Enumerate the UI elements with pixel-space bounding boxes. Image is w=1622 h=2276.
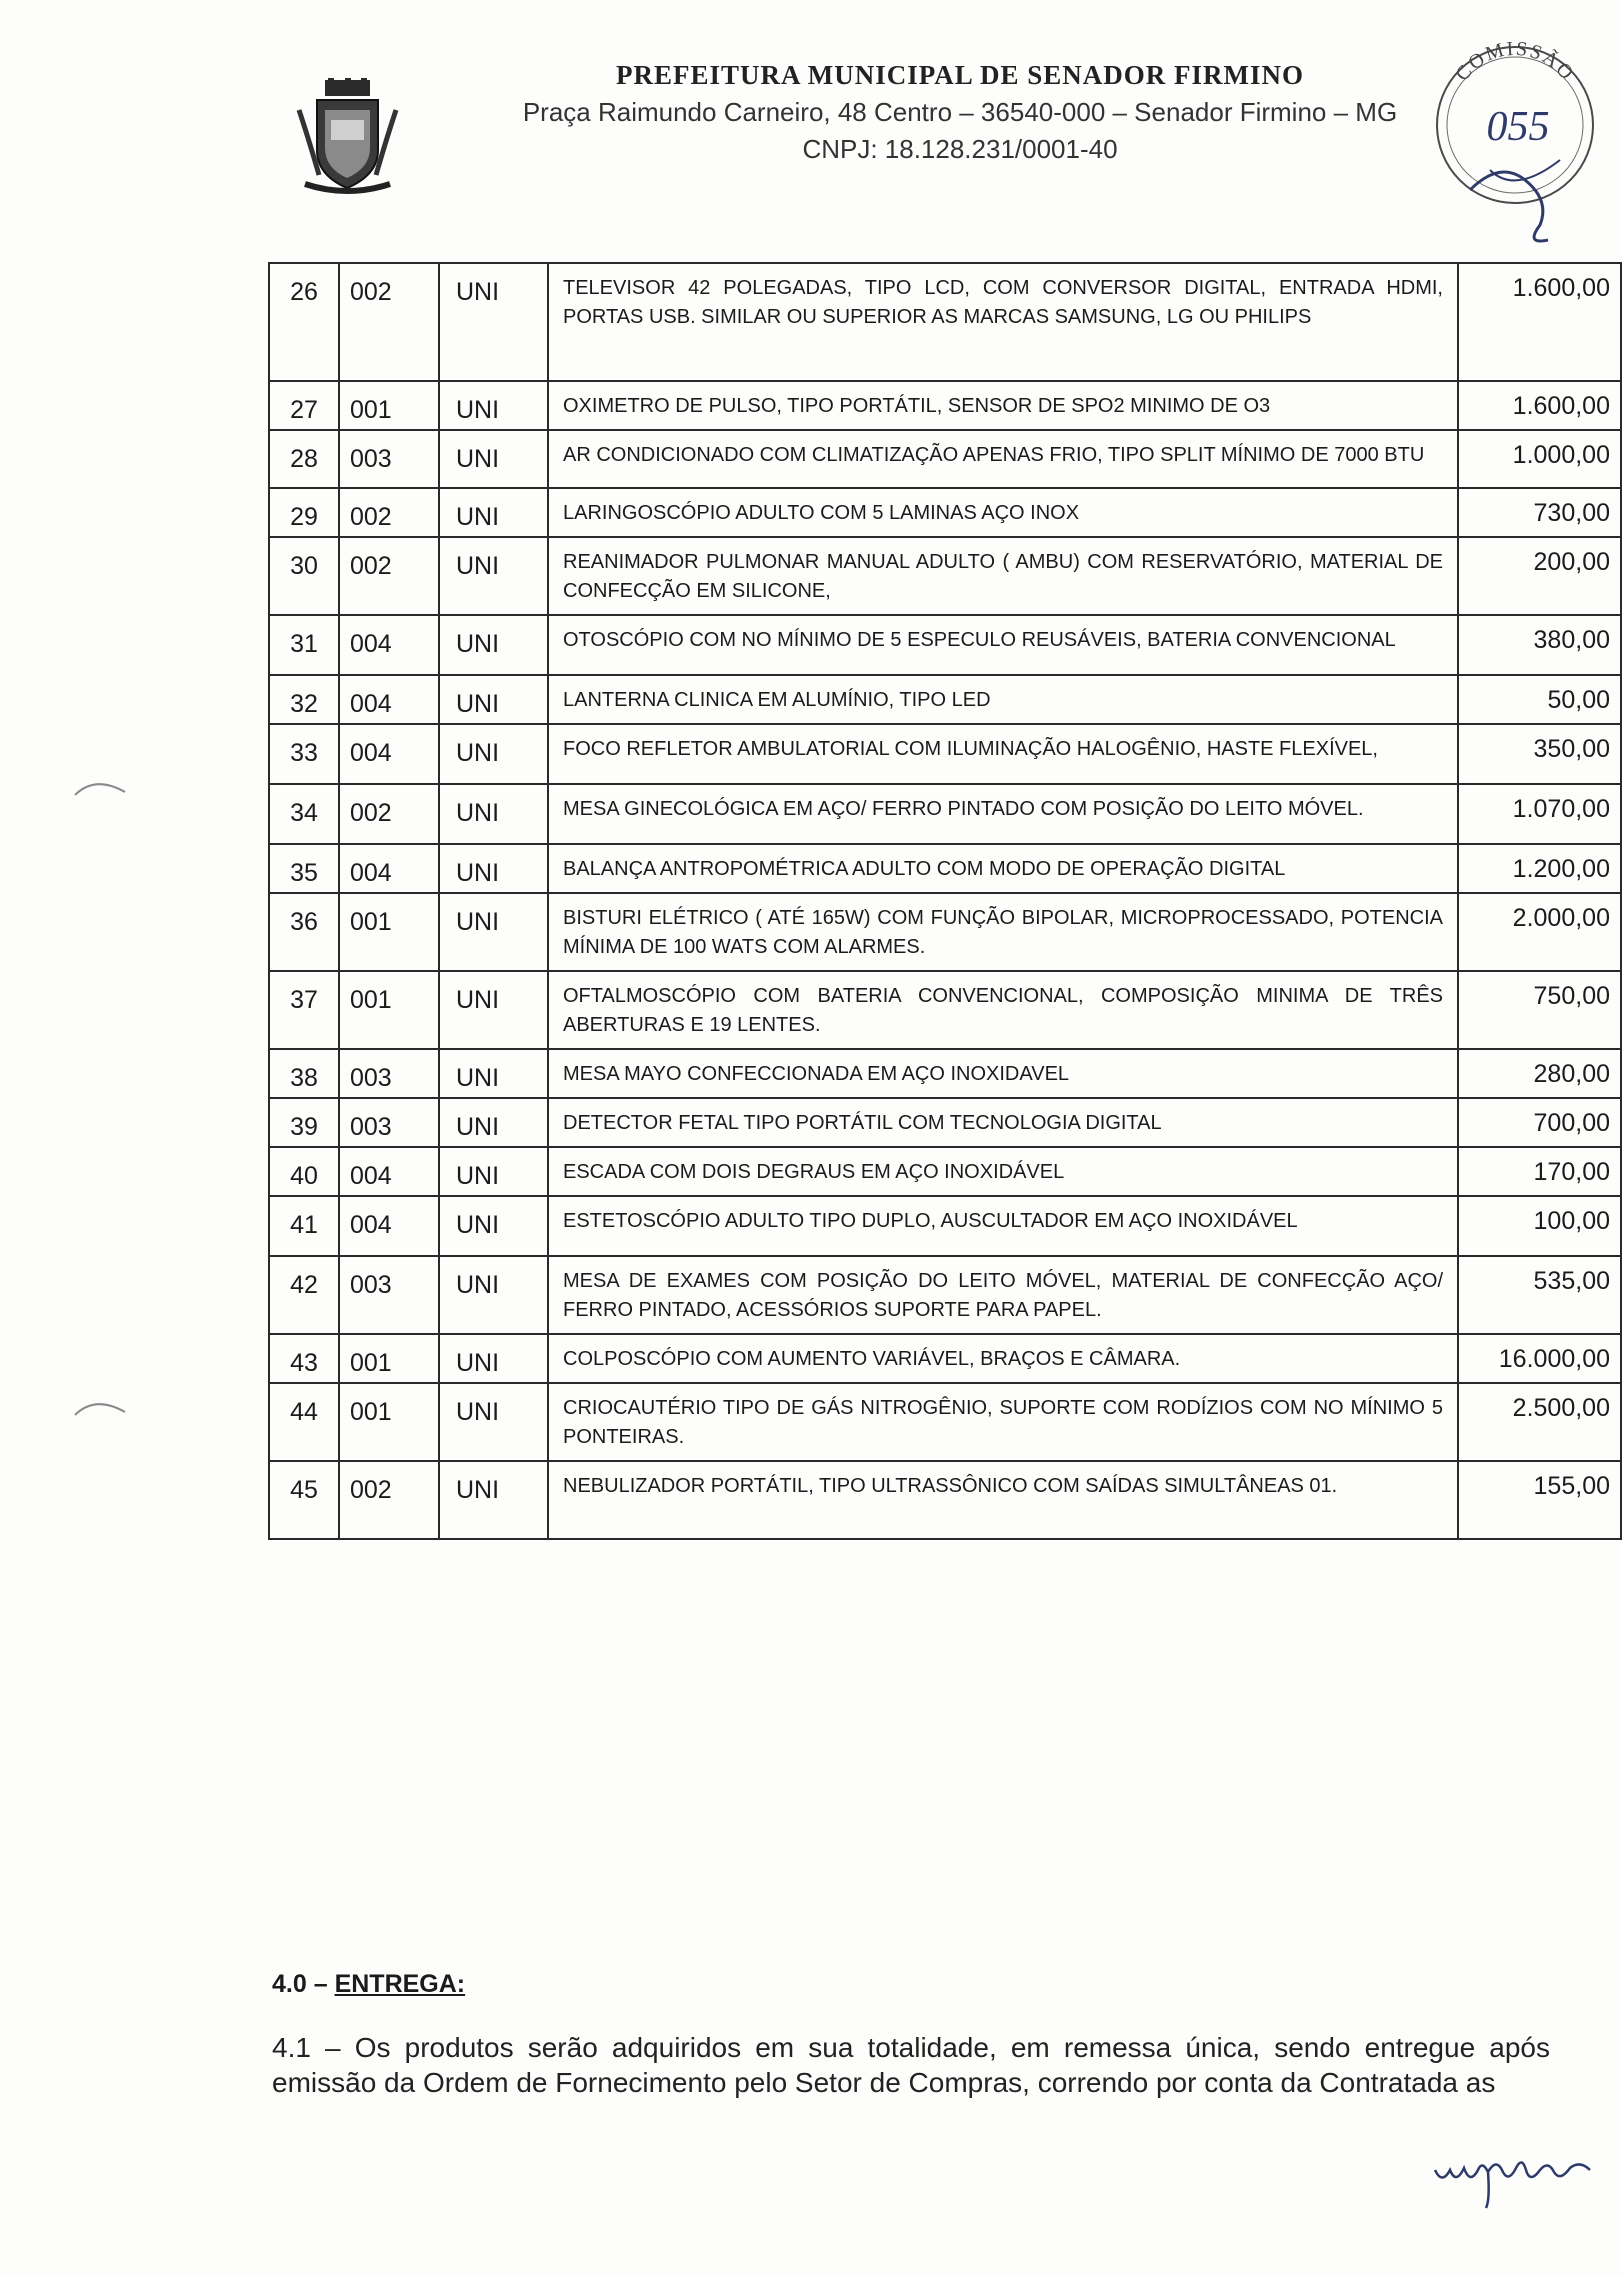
item-description: TELEVISOR 42 POLEGADAS, TIPO LCD, COM CONVERSOR DIGITAL, ENTRADA HDMI, PORTAS USB. SIMILAR OU SUPERIOR AS MARCAS SAMSUNG, LG OU PHILIPS <box>548 263 1458 381</box>
item-description: FOCO REFLETOR AMBULATORIAL COM ILUMINAÇÃO HALOGÊNIO, HASTE FLEXÍVEL, <box>548 724 1458 784</box>
item-unit: UNI <box>439 971 548 1049</box>
letterhead <box>0 0 1600 240</box>
table-row <box>269 893 1621 971</box>
item-value: 100,00 <box>1458 1196 1621 1256</box>
item-description: OTOSCÓPIO COM NO MÍNIMO DE 5 ESPECULO REUSÁVEIS, BATERIA CONVENCIONAL <box>548 615 1458 675</box>
table-row <box>269 844 1621 893</box>
item-value: 280,00 <box>1458 1049 1621 1098</box>
table-row <box>269 615 1621 675</box>
item-unit: UNI <box>439 675 548 724</box>
item-description: LANTERNA CLINICA EM ALUMÍNIO, TIPO LED <box>548 675 1458 724</box>
item-description: OFTALMOSCÓPIO COM BATERIA CONVENCIONAL, COMPOSIÇÃO MINIMA DE TRÊS ABERTURAS E 19 LENTES. <box>548 971 1458 1049</box>
item-quantity: 001 <box>339 381 439 430</box>
section-title: ENTREGA: <box>334 1970 466 1998</box>
item-unit: UNI <box>439 1098 548 1147</box>
table-row <box>269 675 1621 724</box>
item-description: LARINGOSCÓPIO ADULTO COM 5 LAMINAS AÇO INOX <box>548 488 1458 537</box>
item-number: 41 <box>269 1196 339 1256</box>
item-unit: UNI <box>439 381 548 430</box>
item-quantity: 003 <box>339 430 439 488</box>
item-description: REANIMADOR PULMONAR MANUAL ADULTO ( AMBU) COM RESERVATÓRIO, MATERIAL DE CONFECÇÃO EM SILICONE, <box>548 537 1458 615</box>
item-number: 30 <box>269 537 339 615</box>
table-row <box>269 1049 1621 1098</box>
item-description: AR CONDICIONADO COM CLIMATIZAÇÃO APENAS FRIO, TIPO SPLIT MÍNIMO DE 7000 BTU <box>548 430 1458 488</box>
item-unit: UNI <box>439 844 548 893</box>
item-description: CRIOCAUTÉRIO TIPO DE GÁS NITROGÊNIO, SUPORTE COM RODÍZIOS COM NO MÍNIMO 5 PONTEIRAS. <box>548 1383 1458 1461</box>
item-description: MESA MAYO CONFECCIONADA EM AÇO INOXIDAVEL <box>548 1049 1458 1098</box>
item-number: 33 <box>269 724 339 784</box>
table-row <box>269 1147 1621 1196</box>
item-unit: UNI <box>439 537 548 615</box>
item-number: 34 <box>269 784 339 844</box>
item-number: 38 <box>269 1049 339 1098</box>
item-quantity: 001 <box>339 893 439 971</box>
item-number: 42 <box>269 1256 339 1334</box>
item-description: NEBULIZADOR PORTÁTIL, TIPO ULTRASSÔNICO COM SAÍDAS SIMULTÂNEAS 01. <box>548 1461 1458 1539</box>
item-number: 32 <box>269 675 339 724</box>
item-value: 50,00 <box>1458 675 1621 724</box>
items-table <box>268 262 1622 1540</box>
stamp-arc-text: COMISSÃO <box>1451 37 1579 86</box>
item-quantity: 004 <box>339 675 439 724</box>
item-quantity: 001 <box>339 1383 439 1461</box>
item-unit: UNI <box>439 1196 548 1256</box>
item-value: 350,00 <box>1458 724 1621 784</box>
delivery-paragraph: 4.1 – Os produtos serão adquiridos em sua totalidade, em remessa única, sendo entregue após emissão da Ordem de Fornecimento pelo Setor de Compras, correndo por conta da Contratada as <box>272 2032 1550 2098</box>
handwritten-signature <box>1430 2140 1600 2210</box>
item-unit: UNI <box>439 1383 548 1461</box>
item-unit: UNI <box>439 1049 548 1098</box>
item-quantity: 002 <box>339 488 439 537</box>
item-description: OXIMETRO DE PULSO, TIPO PORTÁTIL, SENSOR DE SPO2 MINIMO DE O3 <box>548 381 1458 430</box>
item-quantity: 004 <box>339 844 439 893</box>
item-unit: UNI <box>439 263 548 381</box>
item-number: 28 <box>269 430 339 488</box>
item-number: 39 <box>269 1098 339 1147</box>
letterhead-address: Praça Raimundo Carneiro, 48 Centro – 36540-000 – Senador Firmino – MG <box>522 97 1398 127</box>
item-value: 1.600,00 <box>1458 263 1621 381</box>
item-quantity: 002 <box>339 263 439 381</box>
item-number: 26 <box>269 263 339 381</box>
item-value: 1.000,00 <box>1458 430 1621 488</box>
scan-mark <box>70 1390 130 1420</box>
item-value: 16.000,00 <box>1458 1334 1621 1383</box>
commission-stamp <box>1430 20 1600 250</box>
item-value: 200,00 <box>1458 537 1621 615</box>
item-number: 35 <box>269 844 339 893</box>
item-unit: UNI <box>439 784 548 844</box>
item-number: 44 <box>269 1383 339 1461</box>
table-row <box>269 1383 1621 1461</box>
item-quantity: 002 <box>339 537 439 615</box>
svg-text:COMISSÃO <box>1451 38 1578 86</box>
item-number: 29 <box>269 488 339 537</box>
item-value: 380,00 <box>1458 615 1621 675</box>
item-unit: UNI <box>439 724 548 784</box>
item-quantity: 004 <box>339 615 439 675</box>
item-description: ESCADA COM DOIS DEGRAUS EM AÇO INOXIDÁVEL <box>548 1147 1458 1196</box>
letterhead-cnpj: CNPJ: 18.128.231/0001-40 <box>802 134 1118 164</box>
item-quantity: 001 <box>339 971 439 1049</box>
table-row <box>269 971 1621 1049</box>
item-description: ESTETOSCÓPIO ADULTO TIPO DUPLO, AUSCULTADOR EM AÇO INOXIDÁVEL <box>548 1196 1458 1256</box>
item-quantity: 003 <box>339 1049 439 1098</box>
table-row <box>269 1461 1621 1539</box>
item-quantity: 001 <box>339 1334 439 1383</box>
table-row <box>269 430 1621 488</box>
item-unit: UNI <box>439 488 548 537</box>
item-number: 31 <box>269 615 339 675</box>
item-number: 43 <box>269 1334 339 1383</box>
item-value: 750,00 <box>1458 971 1621 1049</box>
item-number: 27 <box>269 381 339 430</box>
section-number: 4.0 – <box>272 1970 328 1998</box>
item-value: 730,00 <box>1458 488 1621 537</box>
item-quantity: 002 <box>339 1461 439 1539</box>
municipal-coat-of-arms-icon <box>295 80 400 195</box>
item-value: 1.200,00 <box>1458 844 1621 893</box>
table-row <box>269 488 1621 537</box>
table-row <box>269 784 1621 844</box>
item-unit: UNI <box>439 430 548 488</box>
item-unit: UNI <box>439 1256 548 1334</box>
item-description: DETECTOR FETAL TIPO PORTÁTIL COM TECNOLOGIA DIGITAL <box>548 1098 1458 1147</box>
letterhead-title: PREFEITURA MUNICIPAL DE SENADOR FIRMINO <box>615 60 1305 90</box>
item-quantity: 004 <box>339 1147 439 1196</box>
item-value: 2.000,00 <box>1458 893 1621 971</box>
item-description: BISTURI ELÉTRICO ( ATÉ 165W) COM FUNÇÃO BIPOLAR, MICROPROCESSADO, POTENCIA MÍNIMA DE 100 WATS COM ALARMES. <box>548 893 1458 971</box>
item-quantity: 003 <box>339 1098 439 1147</box>
item-value: 1.070,00 <box>1458 784 1621 844</box>
item-description: MESA DE EXAMES COM POSIÇÃO DO LEITO MÓVEL, MATERIAL DE CONFECÇÃO AÇO/ FERRO PINTADO, ACESSÓRIOS SUPORTE PARA PAPEL. <box>548 1256 1458 1334</box>
item-description: MESA GINECOLÓGICA EM AÇO/ FERRO PINTADO COM POSIÇÃO DO LEITO MÓVEL. <box>548 784 1458 844</box>
item-description: COLPOSCÓPIO COM AUMENTO VARIÁVEL, BRAÇOS E CÂMARA. <box>548 1334 1458 1383</box>
item-description: BALANÇA ANTROPOMÉTRICA ADULTO COM MODO DE OPERAÇÃO DIGITAL <box>548 844 1458 893</box>
item-unit: UNI <box>439 1461 548 1539</box>
item-quantity: 004 <box>339 724 439 784</box>
item-unit: UNI <box>439 1147 548 1196</box>
item-unit: UNI <box>439 893 548 971</box>
table-row <box>269 1256 1621 1334</box>
item-number: 36 <box>269 893 339 971</box>
item-value: 155,00 <box>1458 1461 1621 1539</box>
scan-mark <box>70 770 130 800</box>
section-heading <box>272 1970 465 1999</box>
table-row <box>269 724 1621 784</box>
item-value: 2.500,00 <box>1458 1383 1621 1461</box>
item-value: 170,00 <box>1458 1147 1621 1196</box>
item-quantity: 002 <box>339 784 439 844</box>
item-quantity: 004 <box>339 1196 439 1256</box>
item-number: 40 <box>269 1147 339 1196</box>
item-value: 1.600,00 <box>1458 381 1621 430</box>
table-row <box>269 381 1621 430</box>
table-row <box>269 537 1621 615</box>
item-unit: UNI <box>439 615 548 675</box>
stamp-page-number: 055 <box>1486 104 1550 150</box>
table-row <box>269 1098 1621 1147</box>
item-quantity: 003 <box>339 1256 439 1334</box>
table-row <box>269 1334 1621 1383</box>
item-value: 700,00 <box>1458 1098 1621 1147</box>
table-row <box>269 1196 1621 1256</box>
table-row <box>269 263 1621 381</box>
item-number: 45 <box>269 1461 339 1539</box>
item-value: 535,00 <box>1458 1256 1621 1334</box>
item-unit: UNI <box>439 1334 548 1383</box>
item-number: 37 <box>269 971 339 1049</box>
